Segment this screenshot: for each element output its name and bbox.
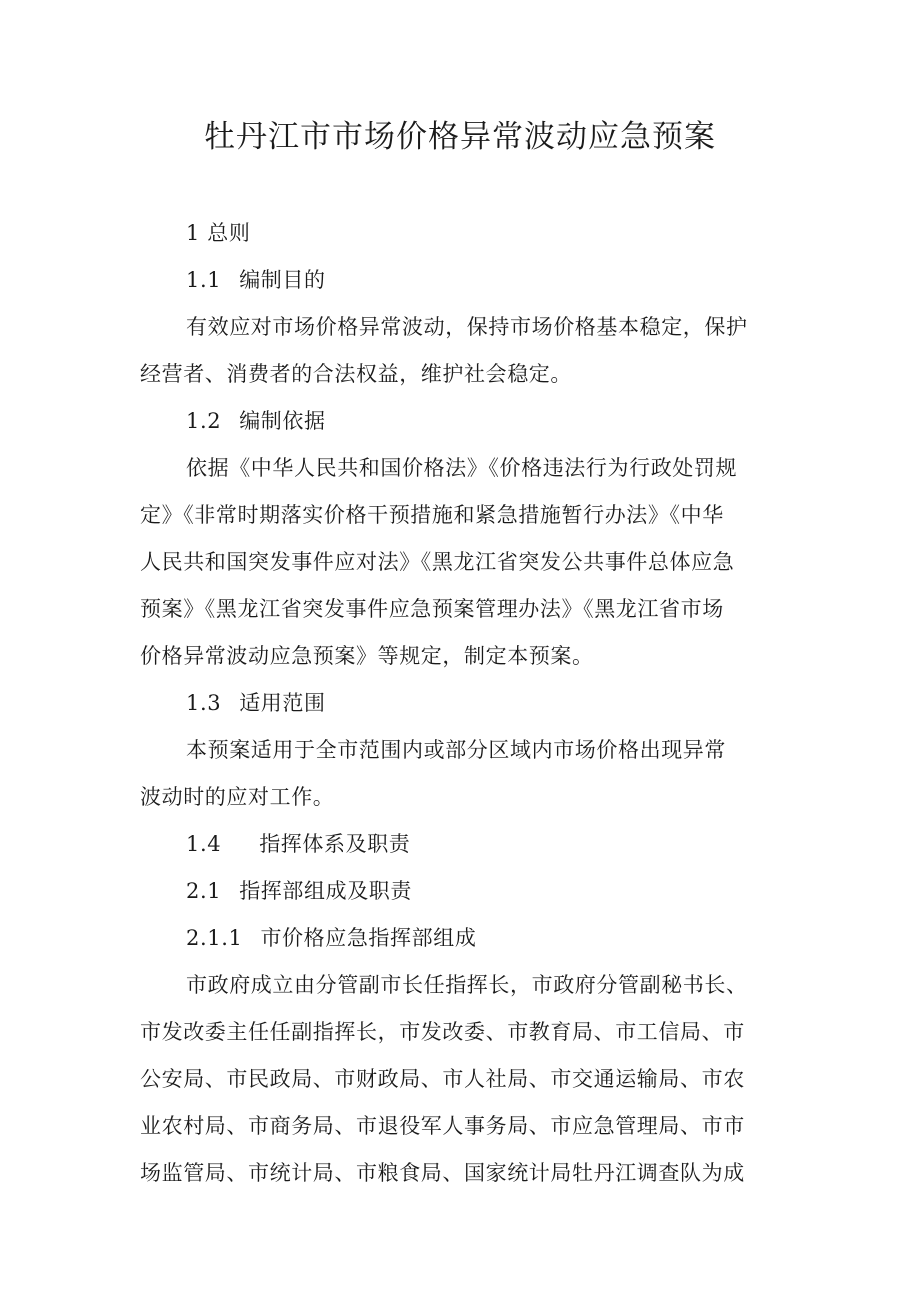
paragraph-line: 公安局、市民政局、市财政局、市人社局、市交通运输局、市农 xyxy=(140,1067,745,1091)
section-title: 编制依据 xyxy=(239,409,326,433)
paragraph-line: 市政府成立由分管副市长任指挥长，市政府分管副秘书长、 xyxy=(186,973,748,997)
section-number: 1.3 xyxy=(186,691,222,715)
section-heading-1 xyxy=(186,218,250,248)
section-title: 适用范围 xyxy=(239,691,326,715)
paragraph-line: 本预案适用于全市范围内或部分区域内市场价格出现异常 xyxy=(186,738,726,762)
section-heading-1-3 xyxy=(186,688,326,718)
section-number: 2.1.1 xyxy=(186,926,243,950)
paragraph-line: 价格异常波动应急预案》等规定，制定本预案。 xyxy=(140,644,594,668)
section-number: 2.1 xyxy=(186,879,222,903)
section-heading-2-1 xyxy=(186,876,412,906)
paragraph-line: 定》《非常时期落实价格干预措施和紧急措施暂行办法》《中华 xyxy=(140,503,724,527)
section-number: 1.4 xyxy=(186,832,222,856)
section-title: 指挥部组成及职责 xyxy=(239,879,413,903)
paragraph-line: 场监管局、市统计局、市粮食局、国家统计局牡丹江调查队为成 xyxy=(140,1161,745,1185)
section-heading-1-4 xyxy=(186,829,410,859)
document-title: 牡丹江市市场价格异常波动应急预案 xyxy=(204,119,716,155)
paragraph-line: 依据《中华人民共和国价格法》《价格违法行为行政处罚规 xyxy=(186,456,738,480)
section-title: 编制目的 xyxy=(239,268,326,292)
paragraph-line: 预案》《黑龙江省突发事件应急预案管理办法》《黑龙江省市场 xyxy=(140,597,724,621)
section-title: 指挥体系及职责 xyxy=(259,832,411,856)
paragraph-line: 人民共和国突发事件应对法》《黑龙江省突发公共事件总体应急 xyxy=(140,550,735,574)
section-title: 市价格应急指挥部组成 xyxy=(260,926,477,950)
section-heading-1-1 xyxy=(186,265,326,295)
paragraph-line: 市发改委主任任副指挥长，市发改委、市教育局、市工信局、市 xyxy=(140,1020,745,1044)
section-label: 1 总则 xyxy=(186,221,251,245)
paragraph-line: 波动时的应对工作。 xyxy=(140,785,335,809)
paragraph-line: 有效应对市场价格异常波动，保持市场价格基本稳定，保护 xyxy=(186,315,748,339)
section-heading-2-1-1 xyxy=(186,923,476,953)
paragraph-line: 业农村局、市商务局、市退役军人事务局、市应急管理局、市市 xyxy=(140,1114,745,1138)
section-number: 1.1 xyxy=(186,268,222,292)
paragraph-line: 经营者、消费者的合法权益，维护社会稳定。 xyxy=(140,362,572,386)
section-number: 1.2 xyxy=(186,409,222,433)
section-heading-1-2 xyxy=(186,406,326,436)
